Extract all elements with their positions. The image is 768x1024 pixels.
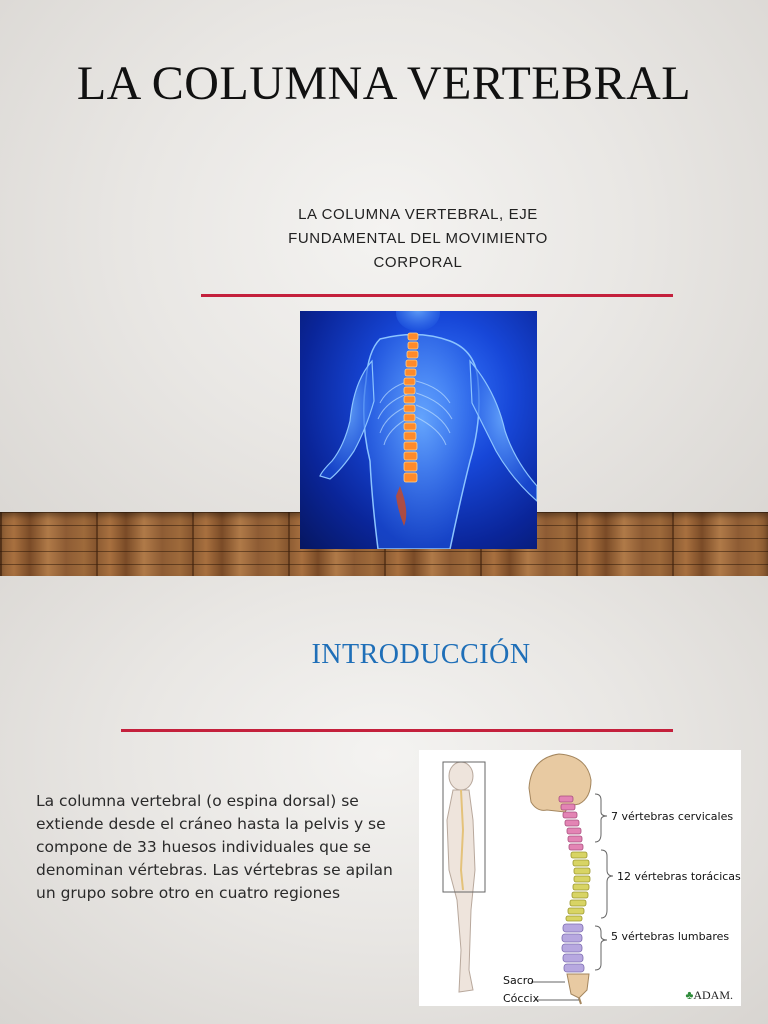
- label-thoracic: 12 vértebras torácicas: [617, 870, 741, 883]
- introduction-slide: [0, 576, 768, 1024]
- label-coccyx: Cóccix: [503, 992, 540, 1005]
- section-heading: INTRODUCCIÓN: [311, 639, 531, 670]
- title-divider: [201, 294, 673, 297]
- label-cervical: 7 vértebras cervicales: [611, 810, 734, 823]
- spine-xray-image: [300, 311, 537, 549]
- label-sacrum: Sacro: [503, 974, 534, 987]
- intro-paragraph: La columna vertebral (o espina dorsal) se extiende desde el cráneo hasta la pelvis y se compone de 33 huesos individuales que se denominan vértebras. Las vértebras se apilan un grupo sobre otro en cuatro regiones: [36, 792, 393, 902]
- adam-credit-text: ADAM.: [693, 988, 733, 1002]
- adam-leaf-icon: ♣: [685, 988, 694, 1002]
- heading-divider: [121, 729, 673, 732]
- label-lumbar: 5 vértebras lumbares: [611, 930, 730, 943]
- slide-title: LA COLUMNA VERTEBRAL: [76, 57, 692, 110]
- slide-subtitle: LA COLUMNA VERTEBRAL, EJE FUNDAMENTAL DEL MOVIMIENTO CORPORAL: [288, 206, 548, 271]
- spine-anatomy-diagram: [419, 750, 741, 1006]
- human-back-illustration: [300, 311, 537, 549]
- adam-credit: [685, 988, 733, 1003]
